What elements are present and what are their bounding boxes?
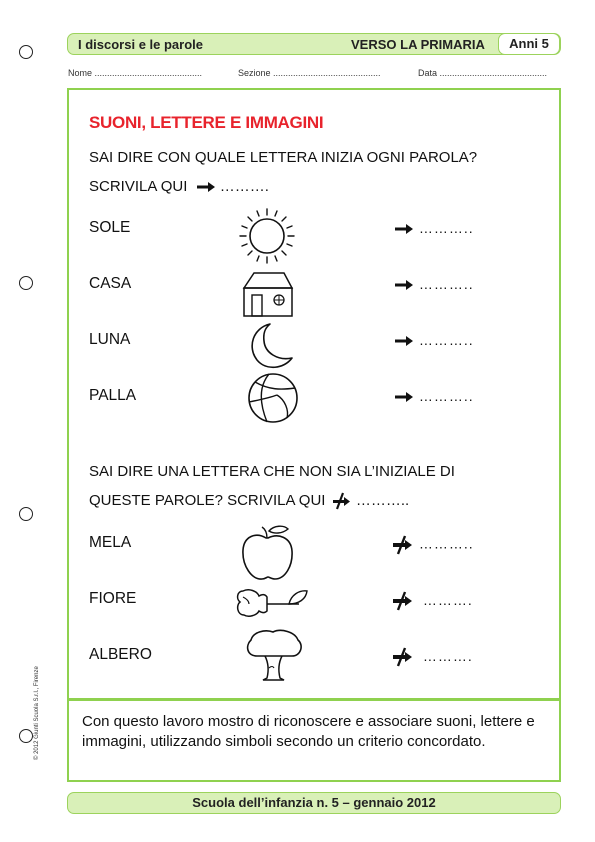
- binder-hole: [19, 729, 33, 743]
- arrow-right-icon: [394, 335, 414, 347]
- series-label: VERSO LA PRIMARIA: [351, 37, 485, 52]
- section-field[interactable]: Sezione ...........................................: [238, 68, 381, 78]
- house-icon: [240, 270, 296, 318]
- word-mela: MELA: [89, 534, 132, 551]
- crossed-arrow-icon: [392, 591, 414, 611]
- arrow-right-icon: [394, 391, 414, 403]
- answer-row[interactable]: [392, 647, 473, 667]
- crossed-arrow-icon: [332, 492, 352, 510]
- question-1-line-2: [89, 178, 269, 195]
- learning-summary-box: [67, 699, 561, 782]
- answer-row[interactable]: [394, 332, 474, 348]
- answer-blank[interactable]: ………..: [418, 276, 474, 292]
- word-sole: SOLE: [89, 219, 131, 236]
- word-fiore: FIORE: [89, 590, 137, 607]
- footer-bar: Scuola dell’infanzia n. 5 – gennaio 2012: [67, 792, 561, 814]
- answer-blank[interactable]: ………..: [418, 220, 474, 236]
- date-field[interactable]: Data ...........................................: [418, 68, 548, 78]
- word-casa: CASA: [89, 275, 132, 292]
- question-2-instruction: QUESTE PAROLE? SCRIVILA QUI: [89, 492, 326, 509]
- tree-icon: [243, 628, 305, 683]
- header-bar: [67, 33, 561, 55]
- sun-icon: [237, 206, 297, 266]
- question-1-line-1: SAI DIRE CON QUALE LETTERA INIZIA OGNI PAROLA?: [89, 149, 478, 166]
- answer-row[interactable]: [392, 591, 473, 611]
- word-albero: ALBERO: [89, 646, 152, 663]
- answer-blank[interactable]: ……….: [422, 591, 473, 608]
- answer-row[interactable]: [394, 276, 474, 292]
- crossed-arrow-icon: [392, 535, 414, 555]
- copyright-note: © 2012 Giunti Scuola S.r.l., Firenze: [34, 666, 40, 760]
- subject-label: I discorsi e le parole: [78, 37, 203, 52]
- question-2-blank[interactable]: ………..: [355, 492, 410, 509]
- binder-hole: [19, 45, 33, 59]
- apple-icon: [240, 524, 296, 582]
- moon-icon: [245, 321, 295, 371]
- answer-blank[interactable]: ……….: [422, 647, 473, 664]
- learning-summary-text: Con questo lavoro mostro di riconoscere e associare suoni, lettere e immagini, utilizzando simboli secondo un criterio concordato.: [82, 713, 535, 750]
- answer-row[interactable]: [394, 220, 474, 236]
- binder-hole: [19, 507, 33, 521]
- question-2-line-1: SAI DIRE UNA LETTERA CHE NON SIA L’INIZIALE DI: [89, 463, 455, 480]
- answer-row[interactable]: [394, 388, 474, 404]
- word-luna: LUNA: [89, 331, 131, 348]
- name-field[interactable]: Nome ...........................................: [68, 68, 203, 78]
- question-1-blank[interactable]: ……….: [219, 178, 269, 195]
- binder-hole: [19, 276, 33, 290]
- answer-blank[interactable]: ………..: [418, 388, 474, 404]
- word-palla: PALLA: [89, 387, 137, 404]
- age-badge: Anni 5: [498, 33, 560, 55]
- exercise-title: SUONI, LETTERE E IMMAGINI: [89, 113, 324, 132]
- question-2-line-2: [89, 492, 409, 510]
- ball-icon: [247, 372, 299, 424]
- answer-row[interactable]: [392, 535, 474, 555]
- question-1-instruction: SCRIVILA QUI: [89, 178, 188, 195]
- arrow-right-icon: [394, 279, 414, 291]
- flower-icon: [235, 585, 315, 625]
- answer-blank[interactable]: ………..: [418, 535, 474, 552]
- arrow-right-icon: [394, 223, 414, 235]
- arrow-right-icon: [196, 181, 216, 193]
- answer-blank[interactable]: ………..: [418, 332, 474, 348]
- crossed-arrow-icon: [392, 647, 414, 667]
